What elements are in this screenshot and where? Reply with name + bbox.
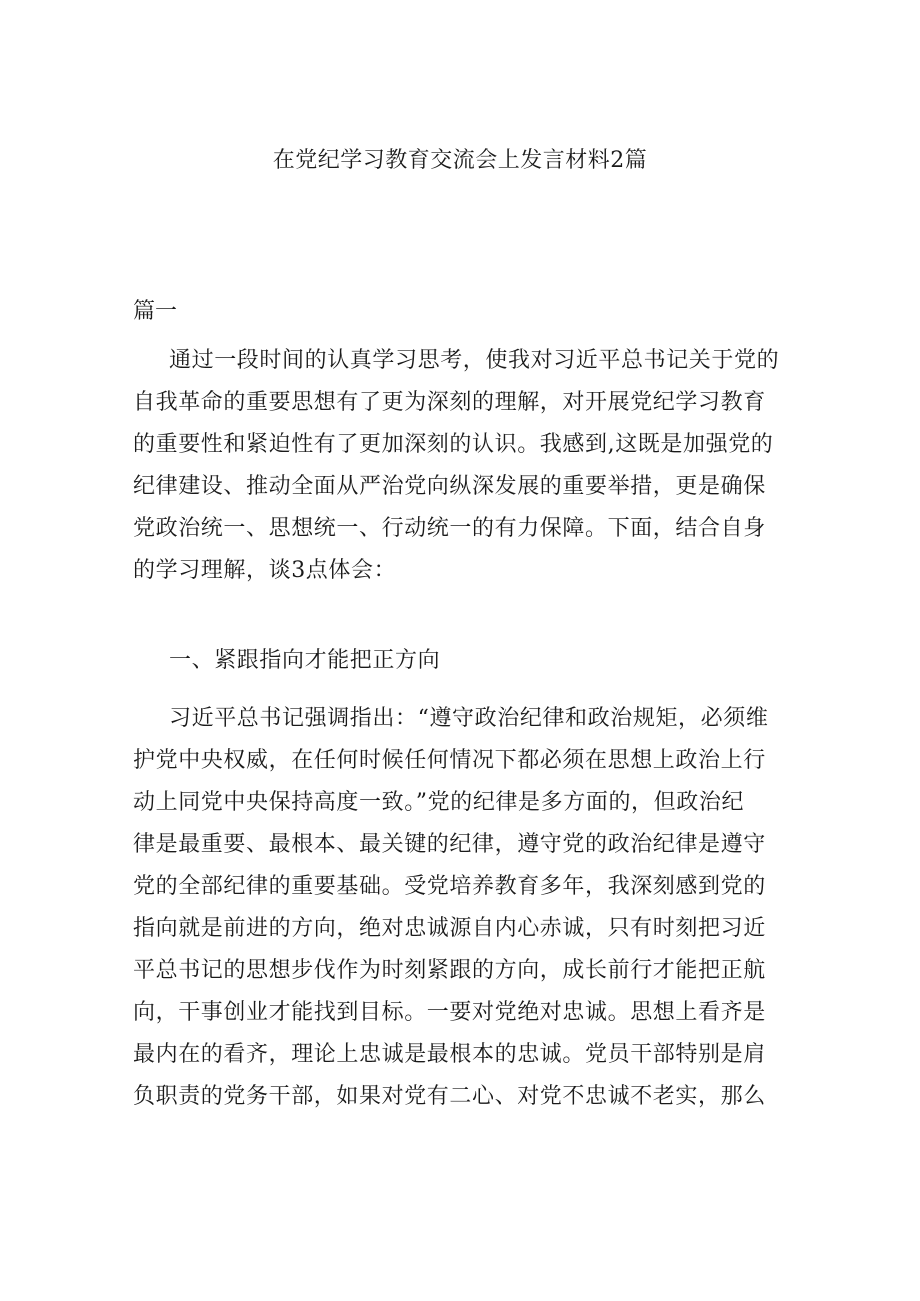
paragraph-intro <box>133 340 793 592</box>
document-title: 在党纪学习教育交流会上发言材料2篇 <box>272 148 648 173</box>
paragraph-line: 动上同党中央保持高度一致。”党的纪律是多方面的，但政治纪 <box>133 790 745 815</box>
paragraph-line: 指向就是前进的方向，绝对忠诚源自内心赤诚，只有时刻把习近 <box>133 916 766 941</box>
paragraph-line: 纪律建设、推动全面从严治党向纵深发展的重要举措，更是确保 <box>133 474 766 499</box>
paragraph-line: 的学习理解，谈3点体会： <box>133 558 397 583</box>
paragraph-line: 自我革命的重要思想有了更为深刻的理解，对开展党纪学习教育 <box>133 390 766 415</box>
paragraph-line: 负职责的党务干部，如果对党有二心、对党不忠诚不老实，那么 <box>133 1084 766 1109</box>
paragraph-section-1 <box>133 698 793 1118</box>
paragraph-line: 习近平总书记强调指出：“遵守政治纪律和政治规矩，必须维 <box>169 706 769 731</box>
paragraph-line: 平总书记的思想步伐作为时刻紧跟的方向，成长前行才能把正航 <box>133 958 766 983</box>
section-heading-1: 一、紧跟指向才能把正方向 <box>169 648 441 673</box>
paragraph-line: 律是最重要、最根本、最关键的纪律，遵守党的政治纪律是遵守 <box>133 832 766 857</box>
paragraph-line: 向，干事创业才能找到目标。一要对党绝对忠诚。思想上看齐是 <box>133 1000 766 1025</box>
paragraph-line: 党政治统一、思想统一、行动统一的有力保障。下面，结合自身 <box>133 516 766 541</box>
paragraph-line: 党的全部纪律的重要基础。受党培养教育多年，我深刻感到党的 <box>133 874 766 899</box>
part-label: 篇一 <box>133 299 178 324</box>
paragraph-line: 的重要性和紧迫性有了更加深刻的认识。我感到,这既是加强党的 <box>133 432 774 457</box>
paragraph-line: 护党中央权威，在任何时候任何情况下都必须在思想上政治上行 <box>133 748 766 773</box>
paragraph-line: 通过一段时间的认真学习思考，使我对习近平总书记关于党的 <box>169 348 780 373</box>
paragraph-line: 最内在的看齐，理论上忠诚是最根本的忠诚。党员干部特别是肩 <box>133 1042 766 1067</box>
